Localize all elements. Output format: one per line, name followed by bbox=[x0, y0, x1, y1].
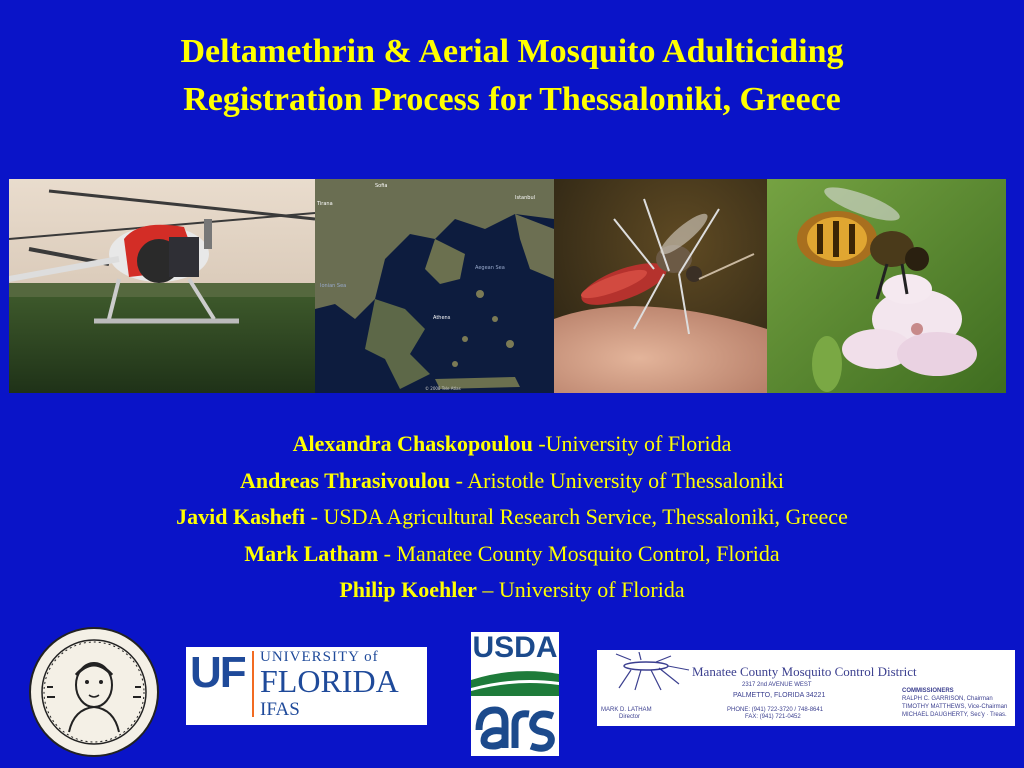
author-line bbox=[0, 536, 1024, 573]
mosquito-photo bbox=[554, 179, 767, 393]
helicopter-photo bbox=[9, 179, 315, 393]
manatee-address1: 2317 2nd AVENUE WEST bbox=[742, 682, 812, 688]
manatee-director-name: MARK D. LATHAM bbox=[601, 707, 652, 713]
author-separator: - bbox=[532, 431, 546, 456]
map-label-aegean: Aegean Sea bbox=[475, 265, 505, 271]
map-label-athens: Athens bbox=[433, 315, 451, 321]
author-name: Javid Kashefi bbox=[176, 504, 306, 529]
manatee-comm3: MICHAEL DAUGHERTY, Sec'y · Treas. bbox=[902, 712, 1007, 718]
uf-florida: FLORIDA bbox=[260, 663, 399, 699]
author-line bbox=[0, 426, 1024, 463]
manatee-comm1: RALPH C. GARRISON, Chairman bbox=[902, 696, 993, 702]
bee-flower-photo bbox=[767, 179, 1006, 393]
aristotle-university-seal-logo bbox=[29, 627, 159, 757]
uf-ifas-logo bbox=[186, 647, 427, 725]
uf-ifas: IFAS bbox=[260, 699, 300, 720]
mosquito-icon bbox=[601, 652, 691, 692]
manatee-county-letterhead-logo bbox=[597, 650, 1015, 726]
uf-university-of: UNIVERSITY of bbox=[260, 649, 379, 665]
manatee-commissioners: COMMISSIONERS bbox=[902, 688, 954, 694]
author-affiliation: University of Florida bbox=[498, 577, 685, 602]
map-credit: © 2008 Tele Atlas bbox=[425, 386, 461, 391]
map-label-ionian: Ionian Sea bbox=[320, 283, 347, 289]
author-affiliation: Manatee County Mosquito Control, Florida bbox=[396, 540, 780, 566]
author-affiliation: Aristotle University of Thessaloniki bbox=[467, 467, 784, 493]
author-affiliation: University of Florida bbox=[545, 431, 732, 456]
title-line-1: Deltamethrin & Aerial Mosquito Adulticiding bbox=[180, 33, 844, 70]
map-label-tirana: Tirana bbox=[317, 201, 333, 207]
author-name: Mark Latham bbox=[244, 540, 379, 566]
uf-monogram: UF bbox=[190, 648, 245, 697]
author-separator: - bbox=[450, 467, 468, 493]
title-line-2: Registration Process for Thessaloniki, Greece bbox=[183, 81, 841, 118]
usda-ars-logo bbox=[471, 632, 559, 756]
author-separator: - bbox=[305, 504, 324, 529]
author-name: Philip Koehler bbox=[339, 577, 477, 602]
map-label-istanbul: Istanbul bbox=[515, 195, 536, 201]
usda-wordmark: USDA bbox=[472, 631, 558, 664]
author-separator: – bbox=[476, 577, 499, 602]
usda-hills-icon bbox=[471, 666, 559, 696]
slide-title bbox=[0, 28, 1024, 124]
manatee-phone: PHONE: (941) 722-3720 / 748-8641 bbox=[727, 707, 824, 713]
author-affiliation: USDA Agricultural Research Service, Thessaloniki, Greece bbox=[323, 504, 848, 529]
manatee-director-title: Director bbox=[619, 714, 641, 720]
uf-divider bbox=[252, 651, 254, 717]
ars-monogram-icon bbox=[475, 700, 555, 752]
author-list bbox=[0, 426, 1024, 609]
photo-strip bbox=[9, 179, 1006, 393]
map-label-sofia: Sofia bbox=[375, 183, 388, 189]
manatee-fax: FAX: (941) 721-0452 bbox=[745, 714, 801, 720]
greece-map-photo bbox=[315, 179, 554, 393]
author-line bbox=[0, 499, 1024, 536]
manatee-comm2: TIMOTHY MATTHEWS, Vice-Chairman bbox=[902, 704, 1008, 710]
author-name: Andreas Thrasivoulou bbox=[240, 467, 451, 493]
manatee-address2: PALMETTO, FLORIDA 34221 bbox=[733, 692, 826, 699]
author-line bbox=[0, 463, 1024, 500]
author-name: Alexandra Chaskopoulou bbox=[292, 431, 533, 456]
author-line bbox=[0, 572, 1024, 609]
author-separator: - bbox=[378, 540, 397, 566]
manatee-title: Manatee County Mosquito Control District bbox=[692, 664, 917, 679]
